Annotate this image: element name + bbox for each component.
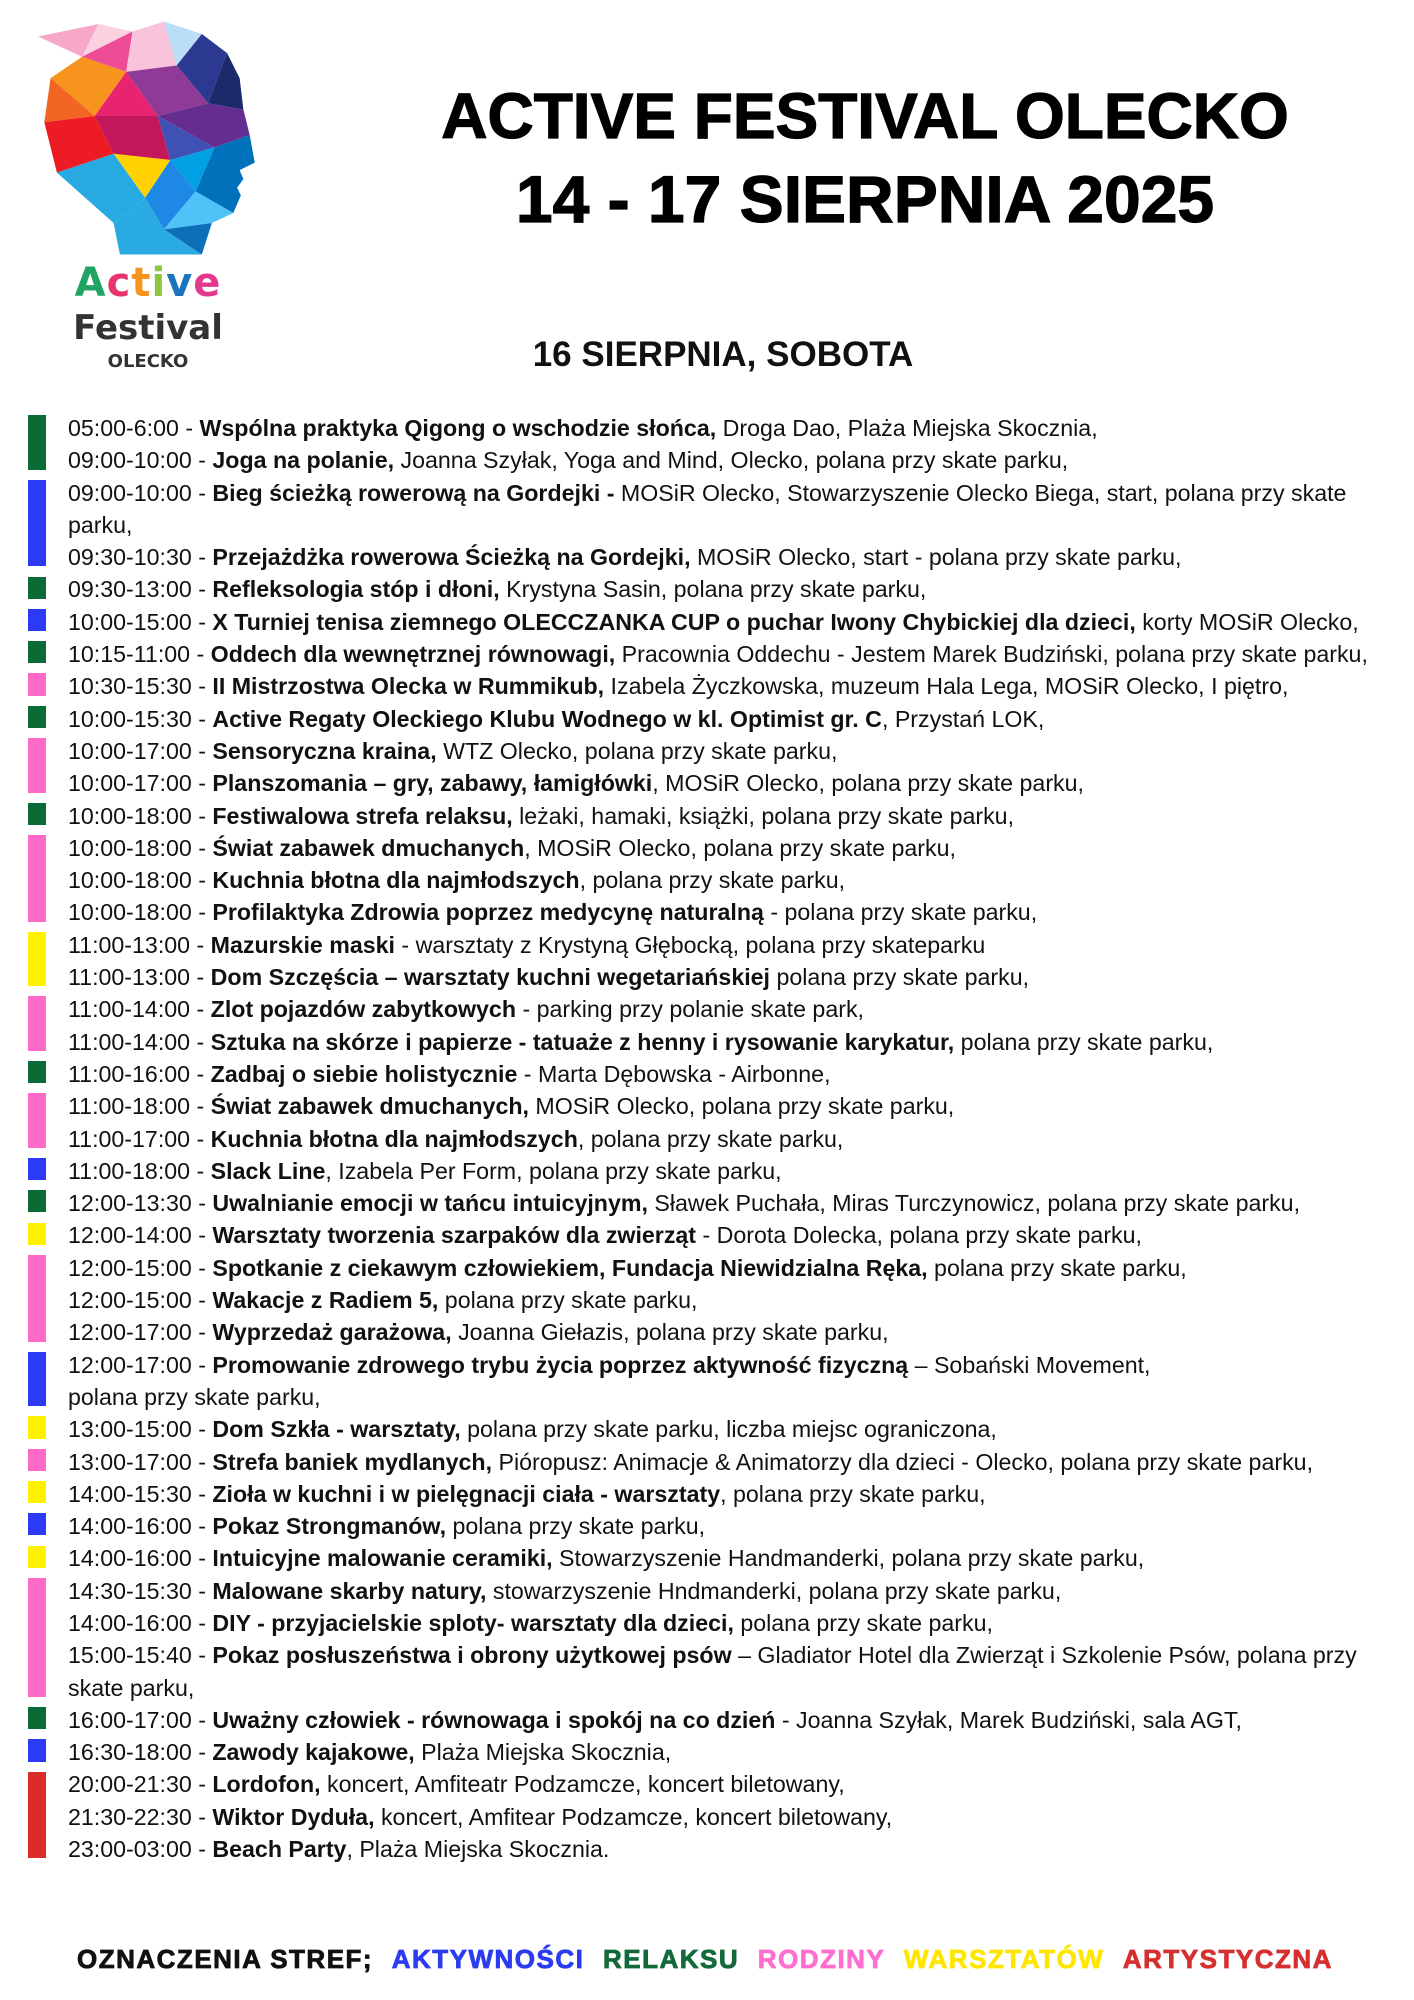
event-details: , MOSiR Olecko, polana przy skate parku,: [652, 770, 1084, 797]
zone-bar: [28, 1190, 46, 1212]
page-subtitle-dates: 14 - 17 SIERPNIA 2025: [515, 162, 1215, 236]
zone-bar-column: [28, 412, 46, 1872]
schedule-item: [68, 1155, 1398, 1187]
event-details: polana przy skate parku,: [438, 1287, 698, 1314]
event-time: 12:00-15:00: [68, 1254, 192, 1281]
zone-bar: [28, 706, 46, 728]
event-time: 10:15-11:00: [68, 641, 191, 668]
zone-bar: [28, 738, 46, 793]
event-title: Wyprzedaż garażowa,: [212, 1319, 452, 1346]
event-title: Pokaz posłuszeństwa i obrony użytkowej psów: [212, 1642, 732, 1669]
schedule-item: [68, 1446, 1398, 1478]
schedule-item: [68, 541, 1398, 573]
legend-item-aktywnosci: AKTYWNOŚCI: [391, 1944, 585, 1974]
time-separator: -: [191, 1319, 213, 1346]
event-details: Joanna Szyłak, Yoga and Mind, Olecko, polana przy skate parku,: [394, 447, 1069, 474]
schedule-item: [68, 1704, 1398, 1736]
event-time: 10:00-18:00: [68, 867, 192, 894]
event-details: polana przy skate parku,: [927, 1254, 1187, 1281]
time-separator: -: [191, 576, 213, 603]
time-separator: -: [191, 1190, 213, 1217]
page-title: ACTIVE FESTIVAL OLECKO: [441, 80, 1289, 152]
event-title: Malowane skarby natury,: [212, 1577, 487, 1604]
event-title: Wakacje z Radiem 5,: [212, 1287, 439, 1314]
event-time: 11:00-14:00: [68, 1028, 191, 1055]
event-time: 12:00-15:00: [68, 1287, 192, 1314]
time-separator: -: [191, 544, 213, 571]
schedule-item: [68, 1090, 1398, 1122]
logo-head-icon: [38, 19, 256, 257]
schedule-item: [68, 1833, 1398, 1865]
event-time: 11:00-13:00: [68, 931, 191, 958]
zone-bar: [28, 609, 46, 631]
time-separator: -: [191, 1642, 213, 1669]
event-title: Dom Szczęścia – warsztaty kuchni wegetariańskiej: [210, 964, 770, 991]
event-details: MOSiR Olecko, start - polana przy skate parku,: [690, 544, 1182, 571]
logo-letter: t: [131, 260, 152, 306]
event-title: Promowanie zdrowego trybu życia poprzez aktywność fizyczną: [212, 1351, 909, 1378]
schedule-item: [68, 864, 1398, 896]
event-details: Stowarzyszenie Handmanderki, polana przy skate parku,: [552, 1545, 1145, 1572]
legend-label: OZNACZENIA STREF;: [77, 1944, 374, 1974]
legend-item-relaksu: RELAKSU: [603, 1944, 740, 1974]
schedule-item: [68, 638, 1398, 670]
time-separator: -: [190, 1093, 211, 1120]
logo-word-active: [30, 258, 266, 308]
logo-letter: v: [166, 260, 194, 306]
logo-letter: A: [74, 260, 107, 306]
event-time: 14:00-16:00: [68, 1545, 192, 1572]
event-title: Sensoryczna kraina,: [212, 737, 437, 764]
zone-bar: [28, 1513, 46, 1535]
zone-bar: [28, 803, 46, 825]
schedule-item: [68, 1801, 1398, 1833]
event-time: 10:00-15:00: [68, 608, 192, 635]
event-time: 09:30-10:30: [68, 544, 192, 571]
event-time: 16:00-17:00: [68, 1706, 192, 1733]
event-title: Joga na polanie,: [212, 447, 395, 474]
time-separator: -: [191, 1513, 213, 1540]
zone-legend: [77, 1943, 1333, 1975]
event-title: Kuchnia błotna dla najmłodszych: [210, 1125, 578, 1152]
zone-bar: [28, 1772, 46, 1859]
legend-item-warsztatow: WARSZTATÓW: [903, 1944, 1105, 1974]
event-details: leżaki, hamaki, książki, polana przy skate parku,: [512, 802, 1015, 829]
schedule-item: [68, 896, 1398, 928]
event-details: , polana przy skate parku,: [579, 867, 846, 894]
time-separator: -: [191, 1836, 213, 1863]
event-details: , polana przy skate parku,: [577, 1125, 844, 1152]
schedule-item: [68, 1187, 1398, 1219]
time-separator: -: [191, 1287, 213, 1314]
time-separator: -: [191, 1480, 213, 1507]
event-title: Warsztaty tworzenia szarpaków dla zwierząt: [212, 1222, 697, 1249]
time-separator: -: [191, 1222, 213, 1249]
schedule-item: [68, 929, 1398, 961]
schedule-item: [68, 1607, 1398, 1639]
event-time: 12:00-13:30: [68, 1190, 192, 1217]
schedule-item: [68, 412, 1398, 444]
event-time: 14:00-16:00: [68, 1609, 192, 1636]
event-title: Wiktor Dyduła,: [212, 1803, 375, 1830]
event-details: , polana przy skate parku,: [720, 1480, 986, 1507]
schedule-item: [68, 573, 1398, 605]
event-details: polana przy skate parku,: [954, 1028, 1214, 1055]
zone-bar: [28, 1449, 46, 1471]
event-time: 11:00-14:00: [68, 996, 191, 1023]
zone-bar: [28, 673, 46, 695]
time-separator: -: [191, 1771, 213, 1798]
time-separator: -: [191, 1545, 213, 1572]
event-details: Krystyna Sasin, polana przy skate parku,: [499, 576, 927, 603]
event-details: , MOSiR Olecko, polana przy skate parku,: [524, 834, 956, 861]
event-title: Festiwalowa strefa relaksu,: [212, 802, 513, 829]
event-details: , Plaża Miejska Skocznia.: [346, 1836, 610, 1863]
zone-bar: [28, 1578, 46, 1697]
zone-bar: [28, 996, 46, 1051]
event-time: 11:00-17:00: [68, 1125, 191, 1152]
time-separator: -: [191, 1739, 213, 1766]
schedule-item-continuation: [68, 1381, 1398, 1413]
zone-bar: [28, 1061, 46, 1083]
schedule-item: [68, 444, 1398, 476]
zone-bar: [28, 1158, 46, 1180]
schedule-item-continuation: [68, 1672, 1398, 1704]
event-time: 16:30-18:00: [68, 1739, 192, 1766]
schedule-item: [68, 1510, 1398, 1542]
event-title: Slack Line: [210, 1157, 326, 1184]
event-details: Sławek Puchała, Miras Turczynowicz, polana przy skate parku,: [647, 1190, 1301, 1217]
time-separator: -: [191, 802, 213, 829]
time-separator: -: [191, 1254, 213, 1281]
event-time: 09:00-10:00: [68, 447, 192, 474]
legend-item-artystyczna: ARTYSTYCZNA: [1122, 1944, 1333, 1974]
event-details-continued: polana przy skate parku,: [68, 1383, 321, 1410]
zone-bar: [28, 1546, 46, 1568]
event-time: 11:00-18:00: [68, 1157, 191, 1184]
event-details: - parking przy polanie skate park,: [516, 996, 864, 1023]
event-title: Oddech dla wewnętrznej równowagi,: [210, 641, 616, 668]
schedule-item: [68, 703, 1398, 735]
event-time: 10:00-18:00: [68, 834, 192, 861]
event-time: 09:00-10:00: [68, 479, 192, 506]
schedule-item: [68, 800, 1398, 832]
event-details: Pióropusz: Animacje & Animatorzy dla dzieci - Olecko, polana przy skate parku,: [492, 1448, 1314, 1475]
schedule-item: [68, 1736, 1398, 1768]
event-details: - Joanna Szyłak, Marek Budziński, sala AGT,: [775, 1706, 1242, 1733]
event-time: 11:00-18:00: [68, 1093, 191, 1120]
zone-bar: [28, 480, 46, 567]
event-details: MOSiR Olecko, Stowarzyszenie Olecko Biega, start, polana przy skate: [614, 479, 1347, 506]
time-separator: -: [191, 1416, 213, 1443]
schedule-item: [68, 1478, 1398, 1510]
event-details: - polana przy skate parku,: [763, 899, 1038, 926]
event-details: koncert, Amfiteatr Podzamcze, koncert biletowany,: [320, 1771, 845, 1798]
event-time: 13:00-15:00: [68, 1416, 192, 1443]
event-title: Świat zabawek dmuchanych: [212, 834, 525, 861]
schedule-item: [68, 832, 1398, 864]
event-title: Planszomania – gry, zabawy, łamigłówki: [212, 770, 653, 797]
event-details: koncert, Amfitear Podzamcze, koncert biletowany,: [374, 1803, 893, 1830]
event-time: 12:00-17:00: [68, 1319, 192, 1346]
event-time: 11:00-13:00: [68, 964, 191, 991]
event-time: 15:00-15:40: [68, 1642, 192, 1669]
event-title: Sztuka na skórze i papierze - tatuaże z henny i rysowanie karykatur,: [210, 1028, 955, 1055]
event-title: Zlot pojazdów zabytkowych: [210, 996, 516, 1023]
event-title: Dom Szkła - warsztaty,: [212, 1416, 461, 1443]
time-separator: -: [190, 1157, 211, 1184]
event-title: X Turniej tenisa ziemnego OLECCZANKA CUP o puchar Iwony Chybickiej dla dzieci,: [212, 608, 1136, 635]
event-time: 10:00-18:00: [68, 899, 192, 926]
event-time: 10:00-17:00: [68, 737, 192, 764]
event-title: Strefa baniek mydlanych,: [212, 1448, 493, 1475]
event-details: polana przy skate parku,: [733, 1609, 993, 1636]
time-separator: -: [191, 1448, 213, 1475]
event-title: Zioła w kuchni i w pielęgnacji ciała - warsztaty: [212, 1480, 721, 1507]
event-title: Refleksologia stóp i dłoni,: [212, 576, 500, 603]
event-title: II Mistrzostwa Olecka w Rummikub,: [212, 673, 605, 700]
event-title: Bieg ścieżką rowerową na Gordejki -: [212, 479, 615, 506]
time-separator: -: [190, 996, 211, 1023]
event-time: 14:00-16:00: [68, 1513, 192, 1540]
event-details: polana przy skate parku, liczba miejsc ograniczona,: [460, 1416, 997, 1443]
event-details: polana przy skate parku,: [446, 1513, 706, 1540]
time-separator: -: [190, 1125, 211, 1152]
schedule-item: [68, 1026, 1398, 1058]
zone-bar: [28, 932, 46, 987]
zone-bar: [28, 1707, 46, 1729]
event-time: 20:00-21:30: [68, 1771, 192, 1798]
schedule-list: [68, 412, 1398, 1865]
event-title: Spotkanie z ciekawym człowiekiem, Fundacja Niewidzialna Ręka,: [212, 1254, 928, 1281]
zone-bar: [28, 1223, 46, 1245]
event-title: Zawody kajakowe,: [212, 1739, 415, 1766]
schedule-item: [68, 1542, 1398, 1574]
zone-bar: [28, 1416, 46, 1438]
logo-word-festival: Festival: [73, 308, 223, 348]
schedule-item: [68, 670, 1398, 702]
event-time: 10:30-15:30: [68, 673, 192, 700]
zone-bar: [28, 641, 46, 663]
event-details: Joanna Giełazis, polana przy skate parku,: [451, 1319, 889, 1346]
schedule-item: [68, 1349, 1398, 1381]
zone-bar: [28, 577, 46, 599]
zone-bar: [28, 1352, 46, 1407]
event-time: 14:00-15:30: [68, 1480, 192, 1507]
time-separator: -: [191, 899, 213, 926]
schedule-item: [68, 1284, 1398, 1316]
event-time: 05:00-6:00: [68, 415, 179, 441]
schedule-item: [68, 1219, 1398, 1251]
event-details: Pracownia Oddechu - Jestem Marek Budziński, polana przy skate parku,: [615, 641, 1368, 668]
time-separator: -: [178, 415, 200, 441]
event-details: Plaża Miejska Skocznia,: [414, 1739, 672, 1766]
event-time: 12:00-14:00: [68, 1222, 192, 1249]
logo-letter: i: [151, 260, 167, 306]
event-details: - warsztaty z Krystyną Głębocką, polana przy skateparku: [394, 931, 986, 958]
zone-bar: [28, 1255, 46, 1342]
event-title: Przejażdżka rowerowa Ścieżką na Gordejki,: [212, 544, 691, 571]
event-details-continued: skate parku,: [68, 1674, 195, 1701]
event-time: 23:00-03:00: [68, 1836, 192, 1863]
time-separator: -: [191, 867, 213, 894]
event-details: , Przystań LOK,: [881, 705, 1045, 732]
event-title: Intuicyjne malowanie ceramiki,: [212, 1545, 553, 1572]
event-time: 10:00-18:00: [68, 802, 192, 829]
schedule-item: [68, 735, 1398, 767]
schedule-item: [68, 477, 1398, 509]
event-details: MOSiR Olecko, polana przy skate parku,: [528, 1093, 955, 1120]
schedule-item: [68, 993, 1398, 1025]
schedule-item: [68, 606, 1398, 638]
schedule-item: [68, 1123, 1398, 1155]
event-details: – Sobański Movement,: [908, 1351, 1151, 1378]
event-details: korty MOSiR Olecko,: [1135, 608, 1359, 635]
event-details: Droga Dao, Plaża Miejska Skocznia,: [716, 415, 1098, 441]
time-separator: -: [191, 770, 213, 797]
zone-bar: [28, 1739, 46, 1761]
festival-logo: [30, 14, 266, 376]
event-title: Profilaktyka Zdrowia poprzez medycynę naturalną: [212, 899, 764, 926]
event-title: Mazurskie maski: [210, 931, 395, 958]
event-title: Beach Party: [212, 1836, 347, 1863]
time-separator: -: [191, 608, 213, 635]
time-separator: -: [191, 705, 213, 732]
time-separator: -: [191, 1577, 213, 1604]
event-title: Świat zabawek dmuchanych,: [210, 1093, 529, 1120]
event-title: Active Regaty Oleckiego Klubu Wodnego w kl. Optimist gr. C: [212, 705, 882, 732]
event-details: stowarzyszenie Hndmanderki, polana przy skate parku,: [486, 1577, 1062, 1604]
event-details: – Gladiator Hotel dla Zwierząt i Szkolenie Psów, polana przy: [731, 1642, 1357, 1669]
zone-bar: [28, 835, 46, 922]
time-separator: -: [191, 1803, 213, 1830]
logo-word-olecko: OLECKO: [107, 351, 189, 372]
schedule-item-continuation: [68, 509, 1398, 541]
event-title: DIY - przyjacielskie sploty- warsztaty dla dzieci,: [212, 1609, 734, 1636]
schedule-item: [68, 1058, 1398, 1090]
legend-item-rodziny: RODZINY: [757, 1944, 886, 1974]
zone-bar: [28, 1481, 46, 1503]
zone-bar: [28, 415, 46, 470]
time-separator: -: [191, 1706, 213, 1733]
schedule-item: [68, 1413, 1398, 1445]
schedule-item: [68, 767, 1398, 799]
time-separator: -: [191, 673, 213, 700]
event-title: Pokaz Strongmanów,: [212, 1513, 447, 1540]
event-title: Wspólna praktyka Qigong o wschodzie słońca,: [199, 415, 717, 441]
event-details-continued: parku,: [68, 511, 133, 538]
event-title: Uwalnianie emocji w tańcu intuicyjnym,: [212, 1190, 648, 1217]
time-separator: -: [190, 641, 211, 668]
event-title: Lordofon,: [212, 1771, 321, 1798]
event-time: 09:30-13:00: [68, 576, 192, 603]
schedule-item: [68, 1768, 1398, 1800]
event-time: 10:00-17:00: [68, 770, 192, 797]
time-separator: -: [190, 1028, 211, 1055]
event-title: Kuchnia błotna dla najmłodszych: [212, 867, 580, 894]
event-time: 14:30-15:30: [68, 1577, 192, 1604]
event-details: - Marta Dębowska - Airbonne,: [517, 1060, 831, 1087]
time-separator: -: [191, 1351, 213, 1378]
schedule-item: [68, 1639, 1398, 1671]
schedule-item: [68, 1316, 1398, 1348]
time-separator: -: [191, 834, 213, 861]
day-heading: 16 SIERPNIA, SOBOTA: [532, 335, 914, 374]
schedule-item: [68, 1575, 1398, 1607]
event-time: 12:00-17:00: [68, 1351, 192, 1378]
event-details: polana przy skate parku,: [770, 964, 1030, 991]
schedule-item: [68, 961, 1398, 993]
event-details: - Dorota Dolecka, polana przy skate parku,: [696, 1222, 1142, 1249]
event-time: 13:00-17:00: [68, 1448, 192, 1475]
event-time: 11:00-16:00: [68, 1060, 191, 1087]
schedule-item: [68, 1252, 1398, 1284]
event-title: Zadbaj o siebie holistycznie: [210, 1060, 518, 1087]
time-separator: -: [190, 931, 211, 958]
logo-letter: e: [193, 260, 222, 306]
time-separator: -: [191, 447, 213, 474]
event-title: Uważny człowiek - równowaga i spokój na co dzień: [212, 1706, 776, 1733]
zone-bar: [28, 1093, 46, 1148]
event-time: 21:30-22:30: [68, 1803, 192, 1830]
time-separator: -: [190, 1060, 211, 1087]
logo-letter: c: [106, 260, 132, 306]
event-details: WTZ Olecko, polana przy skate parku,: [436, 737, 838, 764]
event-details: , Izabela Per Form, polana przy skate parku,: [325, 1157, 782, 1184]
time-separator: -: [191, 1609, 213, 1636]
time-separator: -: [191, 479, 213, 506]
time-separator: -: [190, 964, 211, 991]
event-details: Izabela Życzkowska, muzeum Hala Lega, MOSiR Olecko, I piętro,: [604, 673, 1289, 700]
time-separator: -: [191, 737, 213, 764]
event-time: 10:00-15:30: [68, 705, 192, 732]
